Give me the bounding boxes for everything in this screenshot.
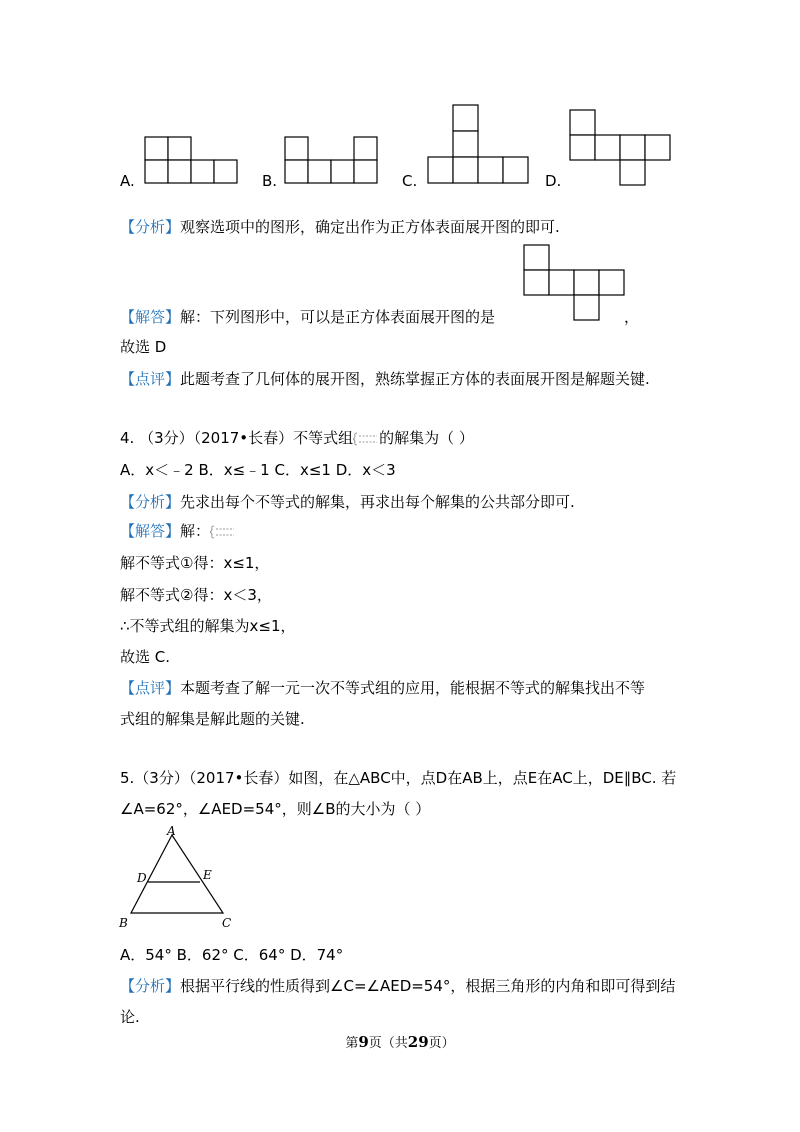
analysis-tag: 【分析】 — [120, 977, 181, 995]
option-d-label: D. — [545, 172, 562, 190]
comment-tag: 【点评】 — [120, 370, 181, 388]
q3-comment — [120, 368, 650, 390]
vertex-label-e: E — [203, 868, 212, 882]
q3-answer — [120, 306, 495, 328]
q4-choices: A．x＜﹣2 B．x≤﹣1 C．x≤1 D．x＜3 — [120, 461, 396, 479]
comment-tag: 【点评】 — [120, 679, 181, 697]
q5-choices: A．54° B．62° C．64° D．74° — [120, 946, 344, 964]
q4-step3: ∴不等式组的解集为x≤1， — [120, 617, 296, 635]
q5-stem-line1: 5.（3分）（2017•长春）如图，在△ABC中，点D在AB上，点E在AC上，DE∥BC. 若 — [120, 769, 677, 787]
comment-text: 本题考查了解一元一次不等式组的应用，能根据不等式的解集找出不等 — [180, 679, 646, 697]
triangle-figure — [114, 825, 244, 933]
option-c-label: C. — [402, 172, 418, 190]
q4-stem-suffix: 的解集为（ ） — [379, 429, 474, 447]
vertex-label-a: A — [167, 825, 176, 838]
q4-stem — [120, 427, 474, 449]
q4-answer — [120, 520, 236, 542]
analysis-tag: 【分析】 — [120, 218, 181, 236]
analysis-tag: 【分析】 — [120, 493, 181, 511]
vertex-label-d: D — [137, 871, 147, 885]
net-figure-b — [285, 137, 381, 187]
net-figure-a — [145, 137, 241, 187]
option-b-label: B. — [262, 172, 278, 190]
q4-comment — [120, 677, 645, 699]
answer-text: 解： — [180, 522, 211, 540]
q5-analysis — [120, 975, 675, 997]
inequality-system-icon — [353, 432, 379, 446]
analysis-text: 观察选项中的图形，确定出作为正方体表面展开图的即可. — [180, 218, 560, 236]
q5-stem-line2: ∠A=62°，∠AED=54°，则∠B的大小为（ ） — [120, 800, 431, 818]
answer-net-figure — [524, 245, 628, 323]
q3-analysis — [120, 216, 560, 238]
option-a-label: A. — [120, 172, 135, 190]
net-figure-c — [428, 105, 532, 185]
q3-choose: 故选 D — [120, 338, 167, 356]
q4-step2: 解不等式②得：x＜3， — [120, 586, 272, 604]
answer-comma: ， — [624, 308, 640, 326]
q4-stem-prefix: 4. （3分）（2017•长春）不等式组 — [120, 429, 354, 447]
q4-analysis — [120, 491, 575, 513]
page-footer: 第9页（共29页） — [345, 1033, 455, 1051]
vertex-label-b: B — [119, 916, 128, 930]
vertex-label-c: C — [222, 916, 232, 930]
answer-text: 解：下列图形中，可以是正方体表面展开图的是 — [180, 308, 496, 326]
net-figure-d — [570, 110, 674, 188]
q4-choose: 故选 C. — [120, 648, 171, 666]
q5-analysis-cont: 论. — [120, 1008, 140, 1026]
page-total: 29 — [407, 1033, 429, 1051]
answer-tag: 【解答】 — [120, 522, 181, 540]
comment-text: 此题考查了几何体的展开图，熟练掌握正方体的表面展开图是解题关键. — [180, 370, 650, 388]
q4-step1: 解不等式①得：x≤1， — [120, 554, 270, 572]
answer-tag: 【解答】 — [120, 308, 181, 326]
analysis-text: 先求出每个不等式的解集，再求出每个解集的公共部分即可. — [180, 493, 575, 511]
analysis-text: 根据平行线的性质得到∠C=∠AED=54°，根据三角形的内角和即可得到结 — [180, 977, 676, 995]
inequality-system-icon — [210, 525, 236, 539]
q4-comment-cont: 式组的解集是解此题的关键. — [120, 710, 305, 728]
page-number: 9 — [358, 1033, 369, 1051]
